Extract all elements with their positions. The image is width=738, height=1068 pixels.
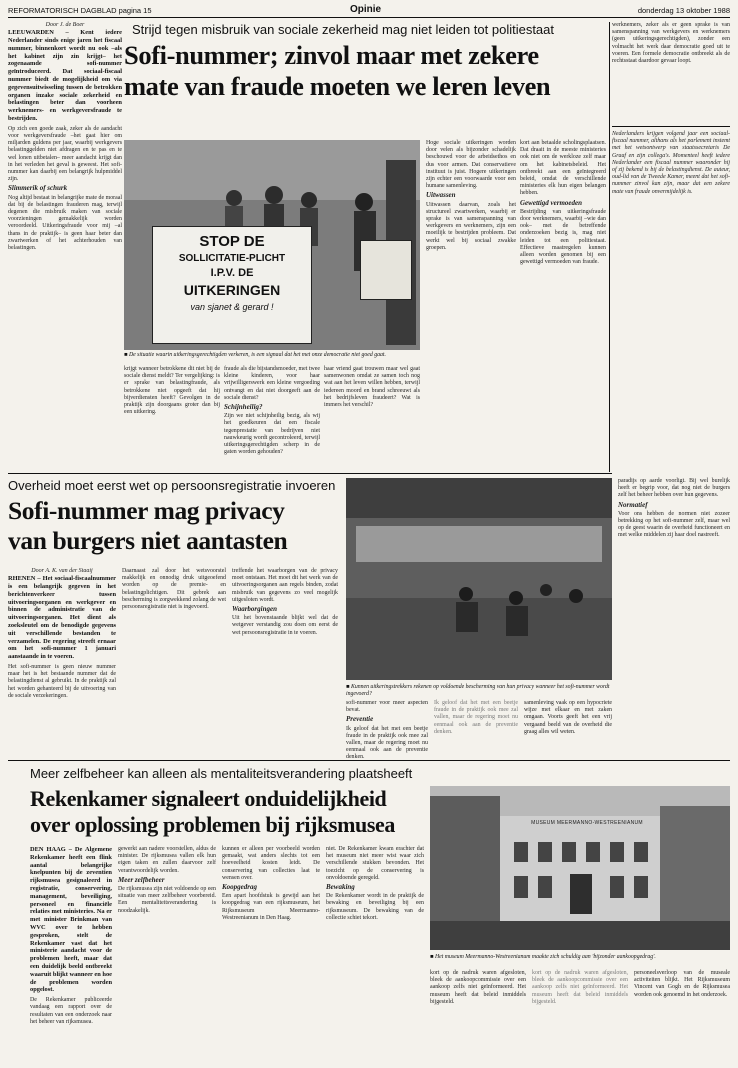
article3-column-d-continued	[532, 970, 628, 1060]
article2-col-e-text: paradijs op aarde voorligt. Bij wel burelijk heeft er begrip voor, dat nog niet de burgers zelf het beheer hebben over hun gegevens.	[618, 478, 730, 499]
article2-column-e	[618, 478, 730, 754]
article3-column-e	[634, 970, 730, 1060]
article1-body-2: Nog altijd bestaat in belangrijke mate de moraal dat bij de belastingen frauderen mag, terwijl degenen die misbruik maken van sociale voorzieningen gemakkelijk worden veroordeeld. Uitkeringsfraude voor mij –al thans in de praktijk– is geen haar beter dan zwartwerken of het achterhouden van belastingen.	[8, 194, 122, 252]
article1-aside	[612, 126, 730, 470]
article2-column-c-continued	[434, 700, 518, 754]
sign-line-2: SOLLICITATIE-PLICHT	[178, 253, 286, 264]
article3-subhead-1: Meer zelfbeheer	[118, 875, 165, 884]
article3-col-c2-text: De Rekenkamer wordt in de praktijk de bewaking en beveiliging bij een rijksmuseum. De bewaking van de collectie schiet tekort.	[326, 893, 424, 921]
article2-column-b	[232, 568, 338, 754]
article1-photo-caption: ■ De situatie waarin uitkeringsgerechtigden verkeren, is een signaal dat het met onze democratie niet goed gaat.	[124, 352, 386, 358]
sign-line-3: I.P.V. DE	[210, 267, 254, 279]
article2-byline: Door A. K. van der Staaij	[31, 568, 93, 574]
article1-col-d2-text: Uitwassen daarvan, zoals het structureel zwartwerken, waarbij er sprake is van samenspanning van werkgevers en werknemers, zijn een moeilijk te bestrijden probleem. Dat werkt wel bij sociaal zwakke groepen.	[426, 201, 516, 251]
article1-aside-text: Nederlanders krijgen volgend jaar een sociaal-fiscaal nummer, althans als het parlement instemt met het wetsontwerp van staatssecretaris De Graaf en zijn collega's. Momenteel heeft iedere Nederlander een fiscaal nummer waaronder hij of zij bekend is bij de belastingdienst. De auteur, oud-lid van de Tweede Kamer, meent dat het sofi-nummer zinvol kan zijn, maar dat een zekere mate van fraude onvermijdelijk is.	[612, 131, 730, 195]
article3-col-d2-text: kort op de nadruk waren afgesloten, bleek de aankoopcommissie over een aankoop zelfs niet geïnformeerd. Het museum heeft dat beleid inmiddels bijgesteld.	[532, 970, 628, 1005]
article2-subhead-2: Preventie	[346, 715, 374, 724]
article1-column-d	[426, 140, 516, 470]
article2-col-c2-text: Ik geloof dat het met een beetje fraude in de praktijk ook mee zal vallen, maar de regering moet nu eenmaal ook aan de preventie denken.	[346, 725, 428, 761]
article3-column-a	[118, 846, 216, 1060]
article1-col-d-text: Hoge sociale uitkeringen worden door velen als bijzonder schadelijk beschouwd voor de arbeidsethos en dus voor armen. Dat conservatieve instituut is juist. Hogere uitkeringen zijn echter een voorwaarde voor een humane samenleving.	[426, 140, 516, 190]
article1-subhead-2: Schijnheilig?	[224, 403, 263, 412]
article1-column-b	[224, 366, 320, 470]
article1-column-c	[324, 366, 420, 470]
article1-column-f	[612, 22, 730, 122]
article3-caption-text: Het museum Meermanno-Westreenianum maakte zich schuldig aan 'bijzonder aankoopgedrag'.	[434, 954, 656, 960]
article1-headline	[124, 40, 600, 103]
article1-col-f-text: werknemers, zeker als er geen sprake is van samenspanning van werkgevers en werknemers (geen uitkeringsgerechtigden), zonder een volmacht het werk daar democratie goed uit te voeren. Een formele democratie ontbreekt als de rechtsstaat daardoor gevaar loopt.	[612, 22, 730, 65]
article2-column-d	[524, 700, 612, 754]
article1-column-e	[520, 140, 606, 470]
article3-col-a-text: gewerkt aan nadere voorstellen, aldus de minister. De rijksmusea vallen elk hun eigen taken en zullen daarvoor zelf verantwoordelijk worden.	[118, 846, 216, 874]
article2-lede: RHENEN – Het sociaal-fiscaalnummer is een belangrijk gegeven in het berichtenverkeer tussen uitvoeringsorganen en werkgever en binnen de administratie van de uitvoeringsorganen. Het dient als zoeksleutel om de benodigde gegevens uit verschillende bestanden te verzamelen. De regering streeft ernaar om het sofi-nummer 1 januari aanstaande in te voeren.	[8, 575, 116, 661]
article3-col-e-text: personeelsverloop van de museale activiteiten blijkt. Het Rijksmuseum Vincent van Gogh en de Rijksmusea worden ook genoemd in het onderzoek.	[634, 970, 730, 998]
article2-col-a-text: Daarnaast zal door het wetsvoorstel makkelijk en onnodig druk uitgeoefend worden op de premie- en belastingplichtigen. Dit gebrek aan bescherming is zorgwekkend zolang de wet persoonsregistratie niet is ingevoerd.	[122, 568, 226, 611]
issue-date: donderdag 13 oktober 1988	[637, 6, 730, 15]
museum-building-illustration	[430, 786, 730, 950]
newspaper-name: REFORMATORISCH DAGBLAD pagina 15	[8, 6, 152, 15]
article2-col-b2-text: Uit het bovenstaande blijkt wel dat de wetgever verstandig zou doen om eerst de wet persoonsregistratie in te voeren.	[232, 615, 338, 636]
divider-1	[8, 473, 612, 474]
article2-body: Het sofi-nummer is geen nieuw nummer maar het is het bestaande nummer dat de belastingdienst al gebruikt. In de praktijk zal het worden gehanteerd bij de uitvoering van de sociale verzekeringen.	[8, 663, 116, 699]
article1-column-a	[124, 366, 220, 470]
article1-col-b2-text: Zijn we niet schijnheilig bezig, als wij het goedkeuren dat een fiscale tegenprestatie van bedrijven niet nauwkeurig wordt gecontroleerd, terwijl uitkeringsgerechtigden scherp in de gaten worden gehouden?	[224, 413, 320, 456]
article2-office-photo	[346, 478, 612, 680]
article3-subhead-2: Koopgedrag	[222, 883, 257, 892]
secondary-protest-sign	[360, 240, 412, 300]
article1-col-b-text: fraude als die bijstandsmoeder, met twee kleine kinderen, voor haar vrijwilligerswerk een kleine vergoeding ontvangt en dat niet doorgeeft aan de sociale dienst?	[224, 366, 320, 401]
article3-col-b-text: kunnen er alleen per voorbeeld worden gemaakt, wat anders slechts tot een hoeveelheid kosten leidt. De conservering van collecties laat te wensen over.	[222, 846, 320, 881]
sign-line-4: UITKERINGEN	[183, 282, 281, 298]
article1-body-1: Op zich een goede zaak, zeker als de aandacht voor werkgeversfraude –het gaat hier om miljarden guldens per jaar, waarbij werkgevers belastinggelden niet afdragen en te pas en te wel lonen uitbetalen– meer aandacht krijgt dan in het verleden het geval is geweest. Het sofi-nummer kan daarbij een belangrijk hulpmiddel zijn.	[8, 125, 122, 183]
article3-lead-column	[30, 846, 112, 1060]
article2-lead-column	[8, 568, 116, 754]
article2-col-c-text: sofi-nummer voor meer aspecten bevat.	[346, 700, 428, 714]
article1-col-a-text: krijgt wanneer betrokkene dit niet bij de sociale dienst meldt? Ter vergelijking: is er sprake van belastingfraude, als betrokkene niet opgeeft dat hij bijverdiensten heeft? Gevolgen in de praktijk zijn doorgaans groter dan bij een uitkering.	[124, 366, 220, 416]
article3-col-b2-text: Een apart hoofdstuk is gewijd aan het koopgedrag van een rijksmuseum, het Rijksmuseum Meermanno-Westreenianum in Den Haag.	[222, 893, 320, 921]
article1-lede: LEEUWARDEN – Kent iedere Nederlander sinds enige jaren het fiscaal nummer, binnenkort wordt nu ook –als het kabinet zijn zin krijgt– het zogenaamde sofi-nummer geïntroduceerd. Dat sociaal-fiscaal nummer biedt de mogelijkheid om via gegevensuitwisseling tussen de betrokken organen inzake sociale zekerheid en belastingen beter dan voorheen werknemers- en werkgeversfraude te bestrijden.	[8, 29, 122, 122]
article1-headline-line1: Sofi-nummer; zinvol maar met zekere	[124, 40, 539, 70]
section-title: Opinie	[350, 4, 382, 15]
article3-headline-line1: Rekenkamer signaleert onduidelijkheid	[30, 786, 387, 811]
office-scene-illustration	[346, 478, 612, 680]
article1-kicker: Strijd tegen misbruik van sociale zekerheid mag niet leiden tot politiestaat	[132, 22, 555, 37]
article3-headline	[30, 786, 430, 838]
article2-column-c	[346, 700, 428, 761]
article3-photo-caption: ■ Het museum Meermanno-Westreenianum maakte zich schuldig aan 'bijzonder aankoopgedrag'.	[430, 954, 656, 960]
article3-body: De Rekenkamer publiceerde vandaag een rapport over de resultaten van een onderzoek naar het beheer van rijksmusea.	[30, 997, 112, 1025]
article1-lead-column	[8, 22, 122, 470]
article2-col-c3-text: Ik geloof dat het met een beetje fraude in de praktijk ook mee zal vallen, maar de regering moet nu eenmaal ook aan de preventie denken.	[434, 700, 518, 735]
article2-caption-text: Kunnen uitkeringstrekkers rekenen op voldoende bescherming van hun privacy wanneer het sofi-nummer wordt ingevoerd?	[346, 684, 610, 697]
article1-caption-text: De situatie waarin uitkeringsgerechtigden verkeren, is een signaal dat het met onze democratie niet goed gaat.	[128, 352, 386, 358]
article3-lede: DEN HAAG – De Algemene Rekenkamer heeft een flink aantal belangrijke knelpunten bij de zeventien rijksmusea gesignaleerd in registratie, conservering, management, beveiliging, personeel en financiële relaties met ministeries. Na er met minister Brinkman van WVC over te hebben gesproken, stelt de Rekenkamer vast dat het ministerie aandacht voor de problemen heeft, maar dat een duidelijk beeld ontbreekt waaruit blijkt wanneer en hoe de problemen worden opgelost.	[30, 846, 112, 994]
article3-column-b	[222, 846, 320, 1060]
article3-museum-photo	[430, 786, 730, 950]
article2-headline-line1: Sofi-nummer mag privacy	[8, 496, 285, 525]
article2-headline-line2: van burgers niet aantasten	[8, 526, 288, 556]
vertical-divider-1	[609, 22, 610, 472]
article3-column-c	[326, 846, 424, 1060]
article3-col-a2-text: De rijksmusea zijn niet voldoende op een situatie van meer zelfbeheer voorbereid. Een mentaliteitsverandering is noodzakelijk.	[118, 886, 216, 914]
article3-col-c-text: niet. De Rekenkamer kwam erachter dat het museum niet meer wist waar zich verschillende stukken bevonden. Het toezicht op de conservering is onvoldoende geregeld.	[326, 846, 424, 881]
article3-subhead-3: Bewaking	[326, 883, 355, 892]
article1-subhead-1: Slimmerik of schurk	[8, 184, 68, 193]
museum-facade-sign: MUSEUM MEERMANNO-WESTREENIANUM	[531, 820, 643, 826]
article3-column-d	[430, 970, 526, 1060]
article1-byline: Door J. de Boer	[45, 22, 85, 28]
article1-protest-photo	[124, 140, 420, 350]
article2-subhead-3: Normatief	[618, 500, 648, 509]
article2-headline	[8, 496, 342, 556]
divider-2	[8, 760, 730, 761]
article1-col-e-text: kort aan betaalde scholingsplaatsen. Dat draait in de meeste ministeries ook niet om de werkloze zelf maar om het kabinetsbeleid. Het ontbreekt aan een geïntegreerd beleid, omdat de verschillende ministeries elk hun eigen belangen hebben.	[520, 140, 606, 197]
article2-kicker: Overheid moet eerst wet op persoonsregistratie invoeren	[8, 478, 336, 493]
sign-line-1: STOP DE	[199, 233, 265, 250]
article2-subhead-1: Waarborgingen	[232, 605, 277, 614]
protest-sign	[152, 226, 312, 344]
article2-col-e2-text: Voor ons hebben de normen niet zozeer betrekking op het sofi-nummer zelf, maar wel op de geest waarin de overheid functioneert en met welke middelen zij haar doel nastreeft.	[618, 510, 730, 539]
sign-line-5: van sjanet & gerard !	[190, 302, 274, 312]
article1-subhead-3: Uitwassen	[426, 191, 456, 200]
article2-column-a	[122, 568, 226, 754]
article1-col-c-text: haar vriend gaat trouwen maar wel gaat samenwonen omdat ze samen toch nog wat aan het leven willen hebben, terwijl iedereen moord en brand schreeuwt als het bedrijfsleven fraudeert? Wat is immers het verschil?	[324, 366, 420, 409]
page-header	[8, 4, 730, 18]
article3-headline-line2: over oplossing problemen bij rijksmusea	[30, 811, 395, 837]
article1-headline-line2: mate van fraude moeten we leren leven	[124, 71, 551, 102]
article1-col-e2-text: Bestrijding van uitkeringsfraude door werknemers, waarbij –wie dan ook– met de betreffende onderzoeken bezig is, mag niet leiden tot een politiestaat. Effectieve maatregelen kunnen alleen worden genomen bij een gewettigd vermoeden van fraude.	[520, 208, 606, 266]
article3-kicker: Meer zelfbeheer kan alleen als mentaliteitsverandering plaatsheeft	[30, 766, 413, 781]
article3-col-d-text: kort op de nadruk waren afgesloten, bleek de aankoopcommissie over een aankoop zelfs niet geïnformeerd. Het museum heeft dat beleid inmiddels bijgesteld.	[430, 970, 526, 1005]
article2-col-b-text: treffende het waarborgen van de privacy moet ontstaan. Het moet dit het werk van de uitvoeringsorganen aan regels binden, zodat misbruik van gegevens zo veel mogelijk uitgesloten wordt.	[232, 568, 338, 603]
article2-col-d-text: samenleving vaak op een hypocriete wijze met elkaar en met zaken omgaan. Voorts geeft het een vrij vergaand beeld van de overheid die graag alles wil weten.	[524, 700, 612, 735]
article1-subhead-4: Gewettigd vermoeden	[520, 198, 583, 207]
article2-photo-caption: ■ Kunnen uitkeringstrekkers rekenen op voldoende bescherming van hun privacy wanneer het sofi-nummer wordt ingevoerd?	[346, 684, 610, 697]
